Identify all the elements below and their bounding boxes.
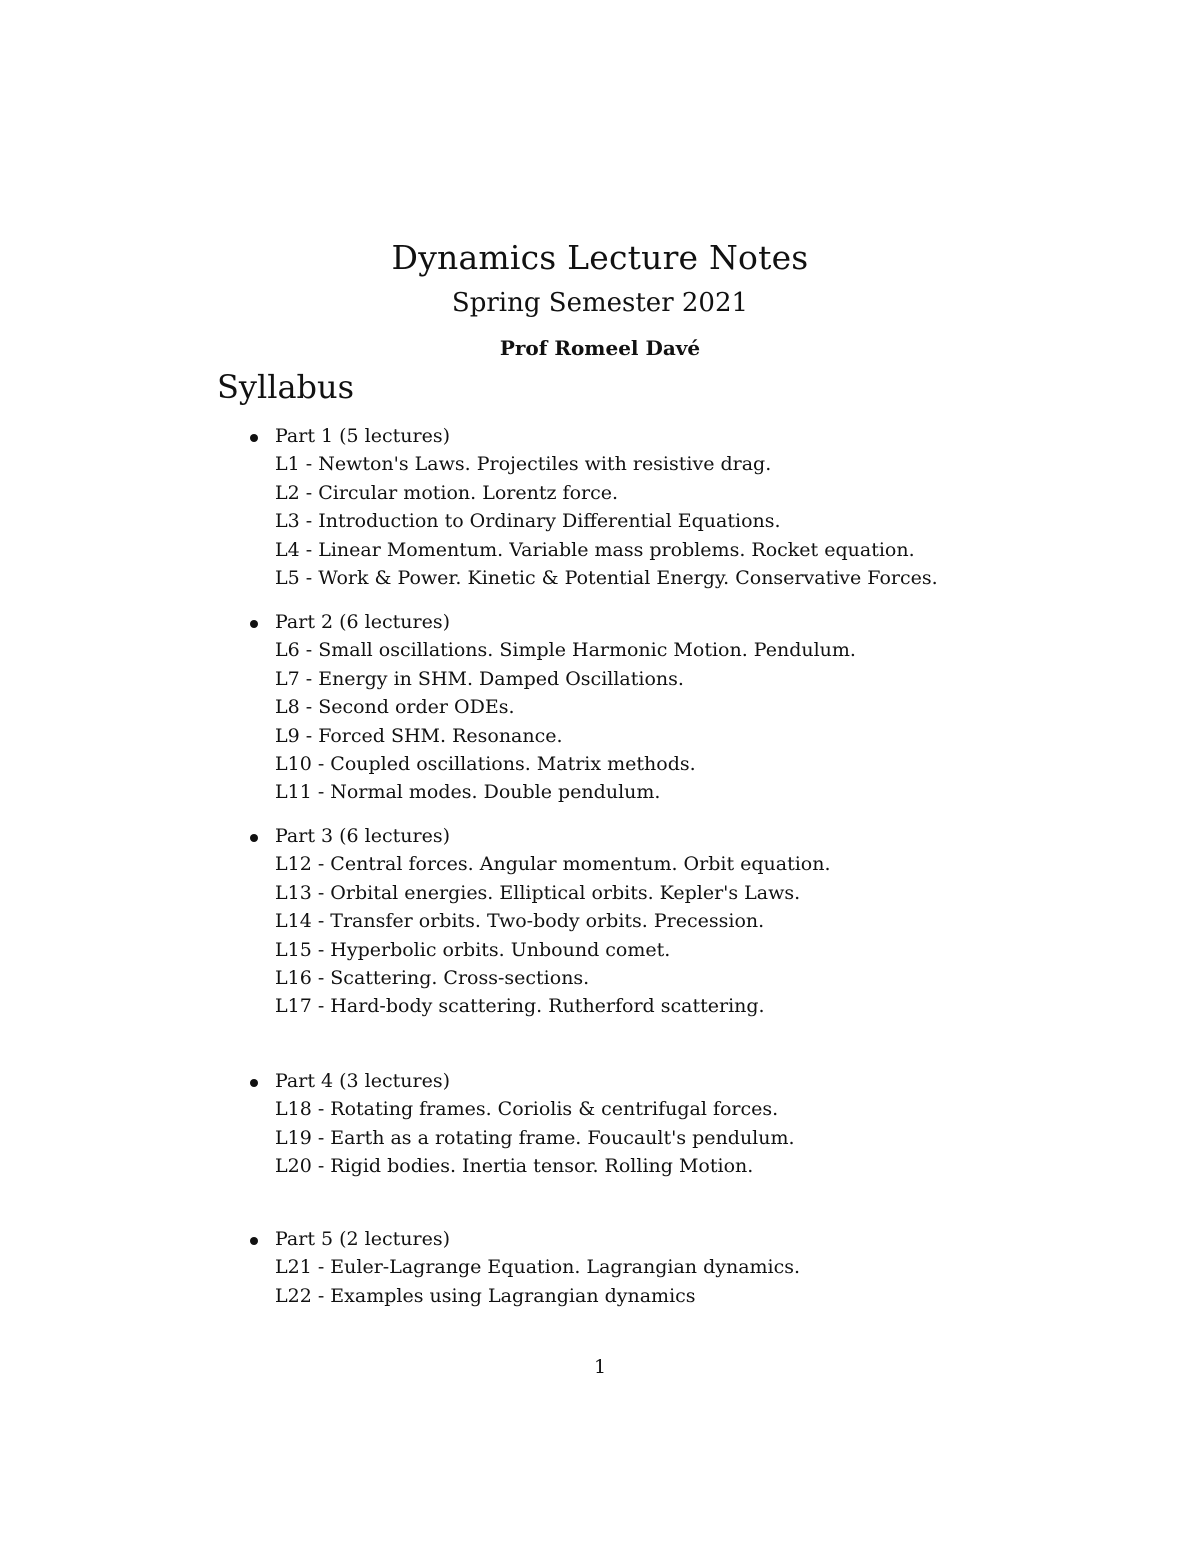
lecture-item: L4 - Linear Momentum. Variable mass problems. Rocket equation. xyxy=(275,538,915,561)
part-label: Part 4 (3 lectures) xyxy=(275,1070,451,1092)
lecture-item: L8 - Second order ODEs. xyxy=(275,696,515,719)
bullet-icon xyxy=(250,1079,258,1087)
section-heading: Syllabus xyxy=(217,368,355,406)
lecture-item: L18 - Rotating frames. Coriolis & centrifugal forces. xyxy=(275,1098,779,1121)
lecture-item: L9 - Forced SHM. Resonance. xyxy=(275,724,563,747)
syllabus-part-1 xyxy=(250,422,1150,592)
lecture-item: L15 - Hyperbolic orbits. Unbound comet. xyxy=(275,938,671,961)
lecture-item: L13 - Orbital energies. Elliptical orbits. Kepler's Laws. xyxy=(275,881,801,904)
lecture-item: L12 - Central forces. Angular momentum. Orbit equation. xyxy=(275,853,831,876)
lecture-item: L16 - Scattering. Cross-sections. xyxy=(275,966,590,989)
part-label: Part 5 (2 lectures) xyxy=(275,1228,451,1250)
lecture-item: L17 - Hard-body scattering. Rutherford scattering. xyxy=(275,995,765,1018)
lecture-item: L20 - Rigid bodies. Inertia tensor. Rolling Motion. xyxy=(275,1155,754,1178)
part-label: Part 3 (6 lectures) xyxy=(275,825,451,847)
page-number: 1 xyxy=(593,1356,607,1378)
syllabus-part-4 xyxy=(250,1067,1150,1181)
lecture-item: L6 - Small oscillations. Simple Harmonic Motion. Pendulum. xyxy=(275,639,856,662)
lecture-item: L1 - Newton's Laws. Projectiles with resistive drag. xyxy=(275,453,772,476)
syllabus-part-5 xyxy=(250,1225,1150,1310)
part-label: Part 2 (6 lectures) xyxy=(275,611,451,633)
document-subtitle: Spring Semester 2021 xyxy=(451,288,749,318)
syllabus-part-2 xyxy=(250,608,1150,807)
part-label: Part 1 (5 lectures) xyxy=(275,425,451,447)
bullet-icon xyxy=(250,1237,258,1245)
lecture-item: L22 - Examples using Lagrangian dynamics xyxy=(275,1284,696,1307)
document-title: Dynamics Lecture Notes xyxy=(391,238,809,277)
document-author: Prof Romeel Davé xyxy=(499,336,701,360)
lecture-item: L2 - Circular motion. Lorentz force. xyxy=(275,481,619,504)
syllabus-part-3 xyxy=(250,822,1150,1021)
lecture-item: L11 - Normal modes. Double pendulum. xyxy=(275,781,661,804)
lecture-item: L10 - Coupled oscillations. Matrix methods. xyxy=(275,752,696,775)
bullet-icon xyxy=(250,620,258,628)
lecture-item: L5 - Work & Power. Kinetic & Potential Energy. Conservative Forces. xyxy=(275,566,938,589)
bullet-icon xyxy=(250,834,258,842)
lecture-item: L21 - Euler-Lagrange Equation. Lagrangian dynamics. xyxy=(275,1256,801,1279)
lecture-item: L19 - Earth as a rotating frame. Foucault's pendulum. xyxy=(275,1126,795,1149)
lecture-item: L7 - Energy in SHM. Damped Oscillations. xyxy=(275,667,684,690)
lecture-item: L3 - Introduction to Ordinary Differential Equations. xyxy=(275,510,781,533)
lecture-item: L14 - Transfer orbits. Two-body orbits. Precession. xyxy=(275,910,765,933)
bullet-icon xyxy=(250,434,258,442)
